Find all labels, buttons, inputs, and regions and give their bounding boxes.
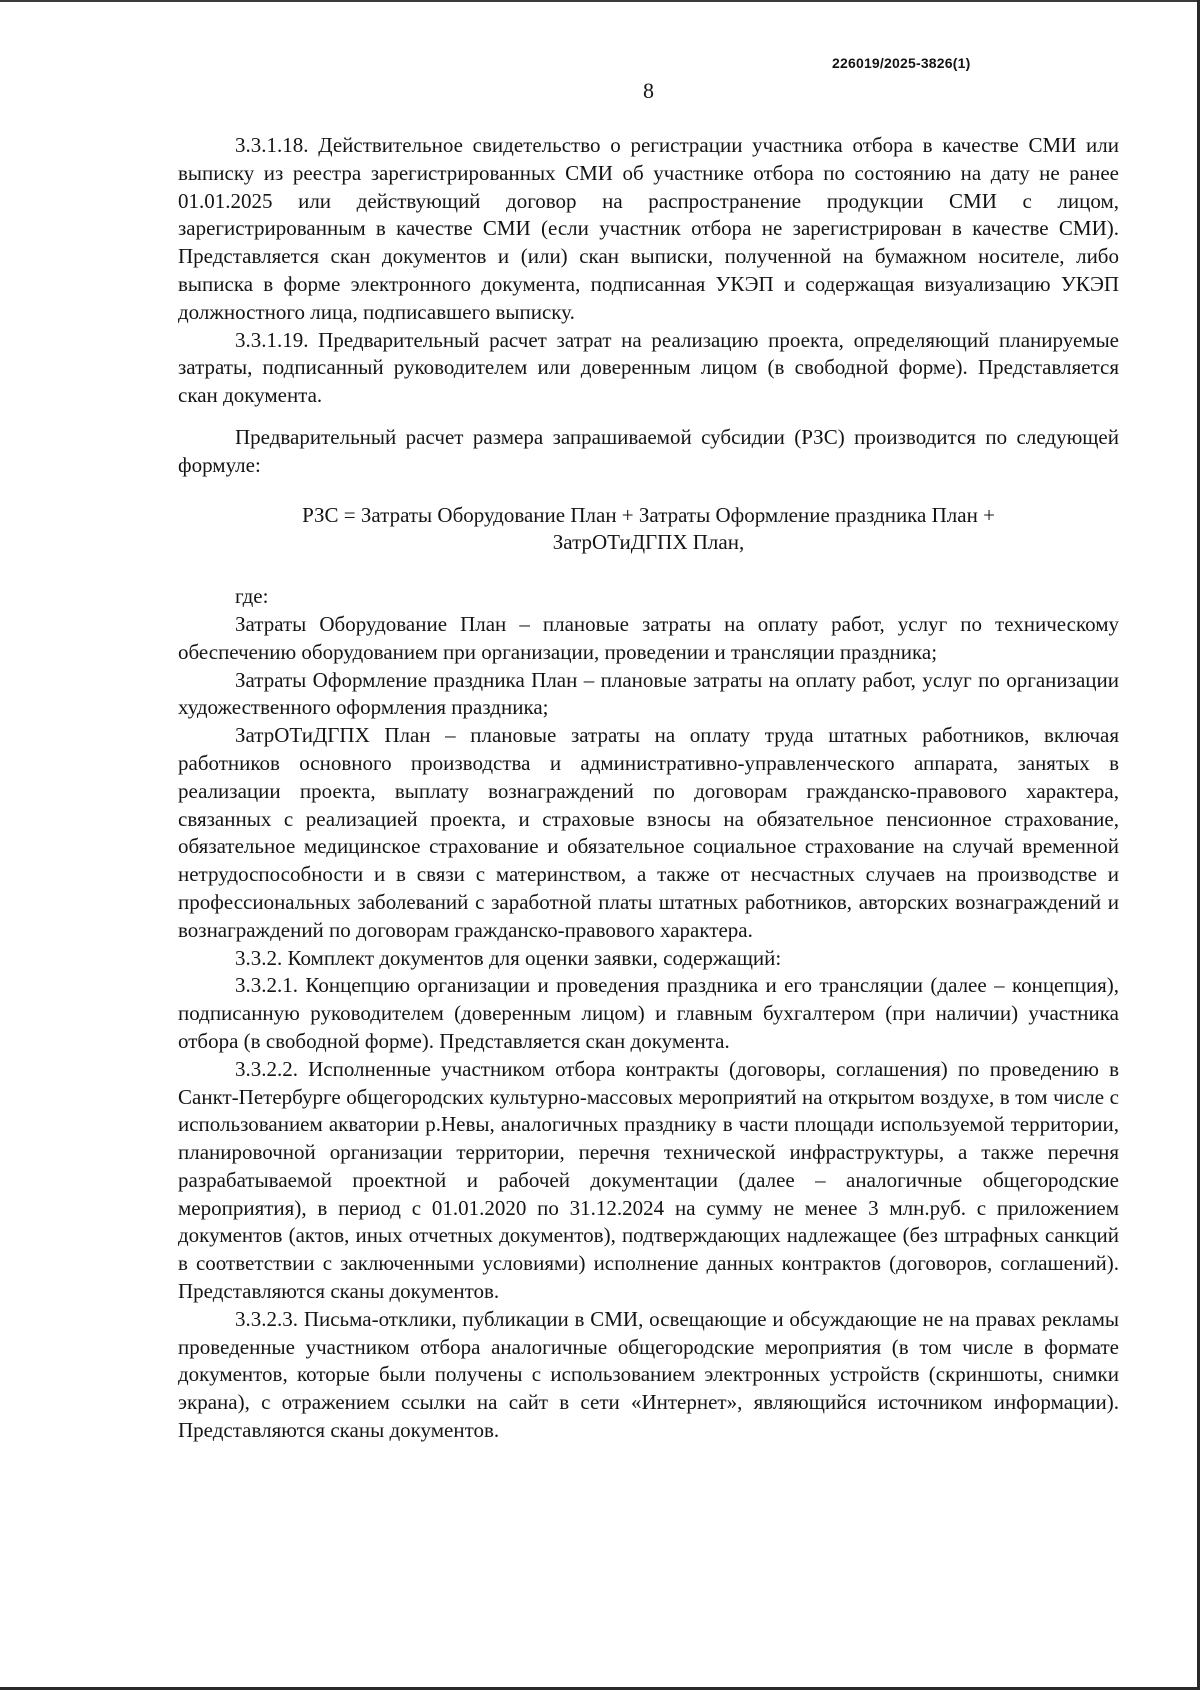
paragraph-3-3-2-3: 3.3.2.3. Письма-отклики, публикации в СМИ, освещающие и обсуждающие не на правах рекламы проведенные участником отбора аналогичные общегородские мероприятия (в том числе в формате документов, которые были получены с использованием электронных устройств (скриншоты, снимки экрана), с отражением ссылки на сайт в сети «Интернет», являющийся источником информации). Представляются сканы документов. bbox=[178, 1306, 1119, 1443]
paragraph-3-3-2: 3.3.2. Комплект документов для оценки заявки, содержащий: bbox=[235, 945, 782, 970]
definition-equipment: Затраты Оборудование План – плановые затраты на оплату работ, услуг по техническому обеспечению оборудованием при организации, проведении и трансляции праздника; bbox=[178, 611, 1119, 664]
definition-decoration: Затраты Оформление праздника План – плановые затраты на оплату работ, услуг по организации художественного оформления праздника; bbox=[178, 667, 1119, 720]
paragraph-3-3-2-2: 3.3.2.2. Исполненные участником отбора контракты (договоры, соглашения) по проведению в Санкт-Петербурге общегородских культурно-массовых мероприятий на открытом воздухе, в том числе с использованием акватории р.Невы, аналогичных празднику в части площади используемой территории, планировочной организации территории, перечня технической инфраструктуры, а также перечня разрабатываемой проектной и рабочей документации (далее – аналогичные общегородские мероприятия), в период с 01.01.2020 по 31.12.2024 на сумму не менее 3 млн.руб. с приложением документов (актов, иных отчетных документов), подтверждающих надлежащее (без штрафных санкций в соответствии с заключенными условиями) исполнение данных контрактов (договоров, соглашений). Представляются сканы документов. bbox=[178, 1056, 1119, 1304]
document-body bbox=[178, 132, 1119, 1445]
scan-edge-top bbox=[0, 0, 1200, 2]
paragraph-3-3-1-18: 3.3.1.18. Действительное свидетельство о регистрации участника отбора в качестве СМИ или выписку из реестра зарегистрированных СМИ об участнике отбора по состоянию на дату не ранее 01.01.2025 или действующий договор на распространение продукции СМИ с лицом, зарегистрированным в качестве СМИ (если участник отбора не зарегистрирован в качестве СМИ). Представляется скан документов и (или) скан выписки, полученной на бумажном носителе, либо выписка в форме электронного документа, подписанная УКЭП и содержащая визуализацию УКЭП должностного лица, подписавшего выписку. bbox=[178, 133, 1119, 324]
formula bbox=[178, 502, 1119, 558]
paragraph-formula-intro: Предварительный расчет размера запрашиваемой субсидии (РЗС) производится по следующей формуле: bbox=[178, 424, 1119, 477]
paragraph-3-3-2-1: 3.3.2.1. Концепцию организации и проведения праздника и его трансляции (далее – концепция), подписанную руководителем (доверенным лицом) и главным бухгалтером (при наличии) участника отбора (в свободной форме). Представляется скан документа. bbox=[178, 973, 1119, 1053]
registration-number: 226019/2025-3826(1) bbox=[832, 55, 971, 71]
formula-line-2: ЗатрОТиДГПХ План, bbox=[552, 530, 745, 555]
paragraph-3-3-1-19: 3.3.1.19. Предварительный расчет затрат на реализацию проекта, определяющий планируемые затраты, подписанный руководителем или доверенным лицом (в свободной форме). Представляется скан документа. bbox=[178, 327, 1119, 408]
formula-line-1: РЗС = Затраты Оборудование План + Затраты Оформление праздника План + bbox=[302, 502, 995, 527]
paragraph-where: где: bbox=[235, 584, 269, 609]
definition-labor: ЗатрОТиДГПХ План – плановые затраты на оплату труда штатных работников, включая работников основного производства и административно-управленческого аппарата, занятых в реализации проекта, выплату вознаграждений по договорам гражданско-правового характера, связанных с реализацией проекта, и страховые взносы на обязательное пенсионное страхование, обязательное медицинское страхование и обязательное социальное страхование на случай временной нетрудоспособности и в связи с материнством, а также от несчастных случаев на производстве и профессиональных заболеваний с заработной платы штатных работников, авторских вознаграждений и вознаграждений по договорам гражданско-правового характера. bbox=[178, 723, 1119, 942]
page-number: 8 bbox=[643, 78, 654, 103]
